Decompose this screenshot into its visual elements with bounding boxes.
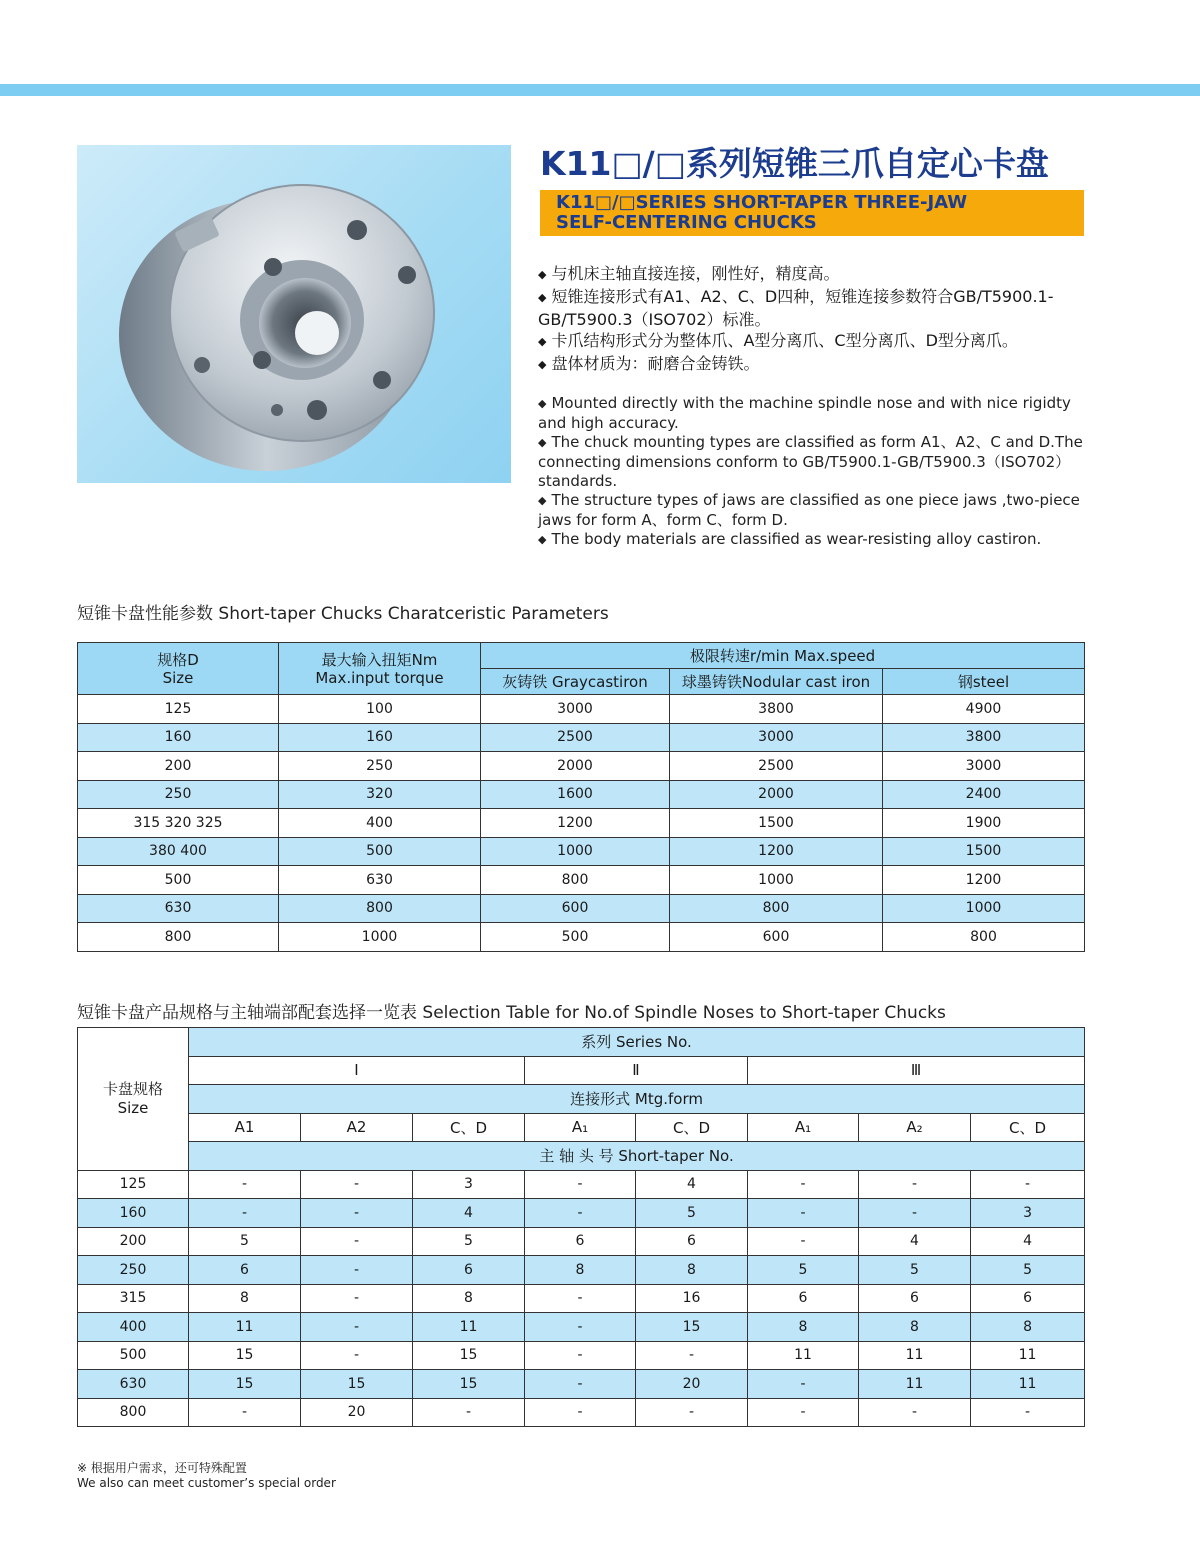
- table-cell: 1200: [670, 837, 883, 866]
- table-cell: 15: [413, 1341, 525, 1370]
- table-cell: 15: [189, 1370, 301, 1399]
- table-cell: -: [525, 1199, 636, 1228]
- table-row: [78, 1398, 1085, 1427]
- table-cell: 11: [189, 1313, 301, 1342]
- bullet-icon: ◆: [538, 291, 547, 304]
- table-cell: 8: [748, 1313, 859, 1342]
- table-cell: 500: [78, 1341, 189, 1370]
- table-cell: 5: [748, 1256, 859, 1285]
- table-cell: 125: [78, 1170, 189, 1199]
- header-series: 系列 Series No.: [189, 1028, 1085, 1057]
- table-cell: 4: [971, 1227, 1085, 1256]
- table-cell: -: [525, 1398, 636, 1427]
- table-cell: -: [189, 1199, 301, 1228]
- header-max-speed: 极限转速r/min Max.speed: [481, 643, 1085, 669]
- table-cell: 800: [670, 894, 883, 923]
- table-cell: 500: [279, 837, 481, 866]
- table-cell: 5: [413, 1227, 525, 1256]
- table-cell: 2500: [670, 752, 883, 781]
- table-cell: -: [301, 1341, 413, 1370]
- table-cell: 3800: [883, 723, 1085, 752]
- table-cell: 400: [279, 809, 481, 838]
- table-cell: 15: [413, 1370, 525, 1399]
- table-cell: 20: [301, 1398, 413, 1427]
- table-row: [78, 1341, 1085, 1370]
- table-cell: 6: [971, 1284, 1085, 1313]
- table-cell: 15: [189, 1341, 301, 1370]
- table-cell: 2500: [481, 723, 670, 752]
- table-cell: 5: [636, 1199, 748, 1228]
- table-cell: -: [301, 1199, 413, 1228]
- header-short-taper-no: 主 轴 头 号 Short-taper No.: [189, 1142, 1085, 1171]
- features-list-cn: [538, 263, 1084, 376]
- table-row: [78, 1199, 1085, 1228]
- footnote-cn: ※ 根据用户需求，还可特殊配置: [77, 1461, 247, 1475]
- table-cell: 1500: [670, 809, 883, 838]
- feature-cn-item: ◆ 与机床主轴直接连接，刚性好，精度高。: [538, 264, 840, 283]
- table-cell: -: [525, 1284, 636, 1313]
- bullet-icon: ◆: [538, 494, 547, 507]
- table-cell: 1200: [481, 809, 670, 838]
- table-cell: 6: [413, 1256, 525, 1285]
- table-row: [78, 837, 1085, 866]
- table-cell: 8: [189, 1284, 301, 1313]
- table-row: [78, 1170, 1085, 1199]
- table-cell: -: [748, 1398, 859, 1427]
- header-steel: 钢steel: [883, 669, 1085, 695]
- table-row: [78, 866, 1085, 895]
- table-cell: -: [748, 1170, 859, 1199]
- table-cell: 100: [279, 695, 481, 724]
- table-cell: 2000: [670, 780, 883, 809]
- table-cell: 8: [413, 1284, 525, 1313]
- selection-table-title: 短锥卡盘产品规格与主轴端部配套选择一览表 Selection Table for No.of Spindle Noses to Short-taper Chucks: [77, 1003, 946, 1023]
- selection-table: [77, 1027, 1085, 1427]
- table-cell: 20: [636, 1370, 748, 1399]
- parameters-table-title: 短锥卡盘性能参数 Short-taper Chucks Charatceristic Parameters: [77, 604, 609, 624]
- table-cell: -: [971, 1398, 1085, 1427]
- table-cell: 1000: [883, 894, 1085, 923]
- table-cell: 4: [859, 1227, 971, 1256]
- header-nodular: 球墨铸铁Nodular cast iron: [670, 669, 883, 695]
- bullet-icon: ◆: [538, 436, 547, 449]
- table-cell: 3800: [670, 695, 883, 724]
- bullet-icon: ◆: [538, 358, 547, 371]
- header-form: A₂: [859, 1113, 971, 1142]
- table-cell: 5: [189, 1227, 301, 1256]
- table-cell: 630: [78, 894, 279, 923]
- table-cell: -: [748, 1227, 859, 1256]
- table-row: [78, 695, 1085, 724]
- table-cell: 250: [279, 752, 481, 781]
- table-cell: -: [525, 1341, 636, 1370]
- table-cell: 3000: [883, 752, 1085, 781]
- table-cell: 1000: [481, 837, 670, 866]
- table-cell: 630: [78, 1370, 189, 1399]
- table-cell: -: [525, 1313, 636, 1342]
- bullet-icon: ◆: [538, 533, 547, 546]
- table-cell: -: [525, 1370, 636, 1399]
- table-row: [78, 1256, 1085, 1285]
- table-cell: 4900: [883, 695, 1085, 724]
- table-cell: 320: [279, 780, 481, 809]
- table-row: [78, 923, 1085, 952]
- feature-cn-item: ◆ 短锥连接形式有A1、A2、C、D四种，短锥连接参数符合GB/T5900.1-GB/T5900.3（ISO702）标准。: [538, 287, 1054, 329]
- header-series-group: Ⅱ: [525, 1056, 748, 1085]
- header-chuck-size: 卡盘规格 Size: [78, 1028, 189, 1171]
- chuck-product-photo: [77, 145, 511, 483]
- bullet-icon: ◆: [538, 268, 547, 281]
- table-cell: 8: [525, 1256, 636, 1285]
- feature-en-item: ◆ Mounted directly with the machine spindle nose and with nice rigidty and high accuracy.: [538, 394, 1071, 432]
- table-cell: -: [636, 1398, 748, 1427]
- table-row: [78, 894, 1085, 923]
- table-cell: 5: [859, 1256, 971, 1285]
- header-form: C、D: [971, 1113, 1085, 1142]
- header-form: A₁: [748, 1113, 859, 1142]
- table-cell: 11: [859, 1370, 971, 1399]
- footnote-en: We also can meet customer’s special order: [77, 1476, 336, 1490]
- table-cell: 315 320 325: [78, 809, 279, 838]
- table-cell: 160: [279, 723, 481, 752]
- table-cell: 400: [78, 1313, 189, 1342]
- table-row: [78, 1313, 1085, 1342]
- footnote: [77, 1461, 336, 1491]
- table-cell: 1500: [883, 837, 1085, 866]
- table-row: [78, 780, 1085, 809]
- bullet-icon: ◆: [538, 397, 547, 410]
- table-cell: -: [525, 1170, 636, 1199]
- table-cell: -: [413, 1398, 525, 1427]
- table-cell: 11: [748, 1341, 859, 1370]
- header-graycastiron: 灰铸铁 Graycastiron: [481, 669, 670, 695]
- table-cell: -: [189, 1170, 301, 1199]
- features-list-en: [538, 394, 1086, 550]
- header-mtg-form: 连接形式 Mtg.form: [189, 1085, 1085, 1114]
- table-cell: 800: [883, 923, 1085, 952]
- table-cell: 6: [525, 1227, 636, 1256]
- feature-en-item: ◆ The body materials are classified as wear-resisting alloy castiron.: [538, 530, 1042, 548]
- table-cell: 15: [636, 1313, 748, 1342]
- table-cell: -: [636, 1341, 748, 1370]
- table-cell: 1000: [279, 923, 481, 952]
- table-cell: 5: [971, 1256, 1085, 1285]
- header-form: A₁: [525, 1113, 636, 1142]
- table-cell: 315: [78, 1284, 189, 1313]
- table-cell: 250: [78, 1256, 189, 1285]
- bullet-icon: ◆: [538, 335, 547, 348]
- table-cell: 11: [971, 1341, 1085, 1370]
- table-cell: -: [859, 1398, 971, 1427]
- table-cell: 600: [481, 894, 670, 923]
- table-cell: -: [301, 1256, 413, 1285]
- table-cell: 250: [78, 780, 279, 809]
- table-cell: 500: [78, 866, 279, 895]
- top-accent-bar: [0, 84, 1200, 96]
- table-cell: 3000: [481, 695, 670, 724]
- table-cell: 15: [301, 1370, 413, 1399]
- table-cell: 11: [971, 1370, 1085, 1399]
- parameters-table: [77, 642, 1085, 952]
- table-cell: 6: [189, 1256, 301, 1285]
- table-cell: 125: [78, 695, 279, 724]
- table-row: [78, 752, 1085, 781]
- product-title-en-line1: K11□/□SERIES SHORT-TAPER THREE-JAW: [556, 192, 968, 213]
- table-cell: -: [301, 1284, 413, 1313]
- table-cell: 8: [971, 1313, 1085, 1342]
- table-cell: 800: [78, 923, 279, 952]
- table-cell: 6: [859, 1284, 971, 1313]
- table-cell: 630: [279, 866, 481, 895]
- product-title-en-band: [540, 190, 1084, 236]
- table-cell: -: [748, 1370, 859, 1399]
- table-cell: -: [301, 1170, 413, 1199]
- table-cell: 200: [78, 752, 279, 781]
- header-torque: 最大输入扭矩Nm Max.input torque: [279, 643, 481, 695]
- table-cell: 11: [413, 1313, 525, 1342]
- table-cell: 160: [78, 1199, 189, 1228]
- selection-table-body: [78, 1170, 1085, 1427]
- table-cell: 3000: [670, 723, 883, 752]
- table-cell: 1600: [481, 780, 670, 809]
- table-row: [78, 1284, 1085, 1313]
- table-cell: 4: [636, 1170, 748, 1199]
- table-cell: 6: [748, 1284, 859, 1313]
- table-cell: 4: [413, 1199, 525, 1228]
- table-cell: 3: [971, 1199, 1085, 1228]
- table-cell: 6: [636, 1227, 748, 1256]
- table-cell: -: [859, 1199, 971, 1228]
- table-cell: 2400: [883, 780, 1085, 809]
- feature-cn-item: ◆ 盘体材质为：耐磨合金铸铁。: [538, 354, 760, 373]
- parameters-table-body: [78, 695, 1085, 952]
- table-cell: 800: [78, 1398, 189, 1427]
- table-cell: 16: [636, 1284, 748, 1313]
- table-cell: 8: [636, 1256, 748, 1285]
- feature-en-item: ◆ The structure types of jaws are classified as one piece jaws ,two-piece jaws for form A、form C、form D.: [538, 491, 1080, 529]
- header-form: C、D: [413, 1113, 525, 1142]
- table-cell: -: [301, 1227, 413, 1256]
- feature-en-item: ◆ The chuck mounting types are classified as form A1、A2、C and D.The connecting dimensions conform to GB/T5900.1-GB/T5900.3（ISO702）standards.: [538, 433, 1083, 490]
- header-form: C、D: [636, 1113, 748, 1142]
- table-cell: 800: [481, 866, 670, 895]
- table-cell: 2000: [481, 752, 670, 781]
- table-cell: 3: [413, 1170, 525, 1199]
- table-cell: -: [748, 1199, 859, 1228]
- table-cell: 160: [78, 723, 279, 752]
- table-cell: 500: [481, 923, 670, 952]
- table-cell: 1200: [883, 866, 1085, 895]
- table-cell: -: [971, 1170, 1085, 1199]
- product-title-cn: K11□/□系列短锥三爪自定心卡盘: [540, 144, 1049, 183]
- product-title-en-line2: SELF-CENTERING CHUCKS: [556, 212, 817, 233]
- table-row: [78, 723, 1085, 752]
- table-cell: 380 400: [78, 837, 279, 866]
- table-cell: 1900: [883, 809, 1085, 838]
- table-row: [78, 809, 1085, 838]
- table-cell: 200: [78, 1227, 189, 1256]
- table-cell: -: [301, 1313, 413, 1342]
- table-row: [78, 1227, 1085, 1256]
- table-cell: -: [189, 1398, 301, 1427]
- header-series-group: Ⅲ: [748, 1056, 1085, 1085]
- table-cell: -: [859, 1170, 971, 1199]
- table-cell: 800: [279, 894, 481, 923]
- table-cell: 1000: [670, 866, 883, 895]
- header-form: A1: [189, 1113, 301, 1142]
- table-cell: 11: [859, 1341, 971, 1370]
- table-row: [78, 1370, 1085, 1399]
- table-cell: 8: [859, 1313, 971, 1342]
- header-size: 规格D Size: [78, 643, 279, 695]
- table-cell: 600: [670, 923, 883, 952]
- header-form: A2: [301, 1113, 413, 1142]
- header-series-group: Ⅰ: [189, 1056, 525, 1085]
- feature-cn-item: ◆ 卡爪结构形式分为整体爪、A型分离爪、C型分离爪、D型分离爪。: [538, 331, 1018, 350]
